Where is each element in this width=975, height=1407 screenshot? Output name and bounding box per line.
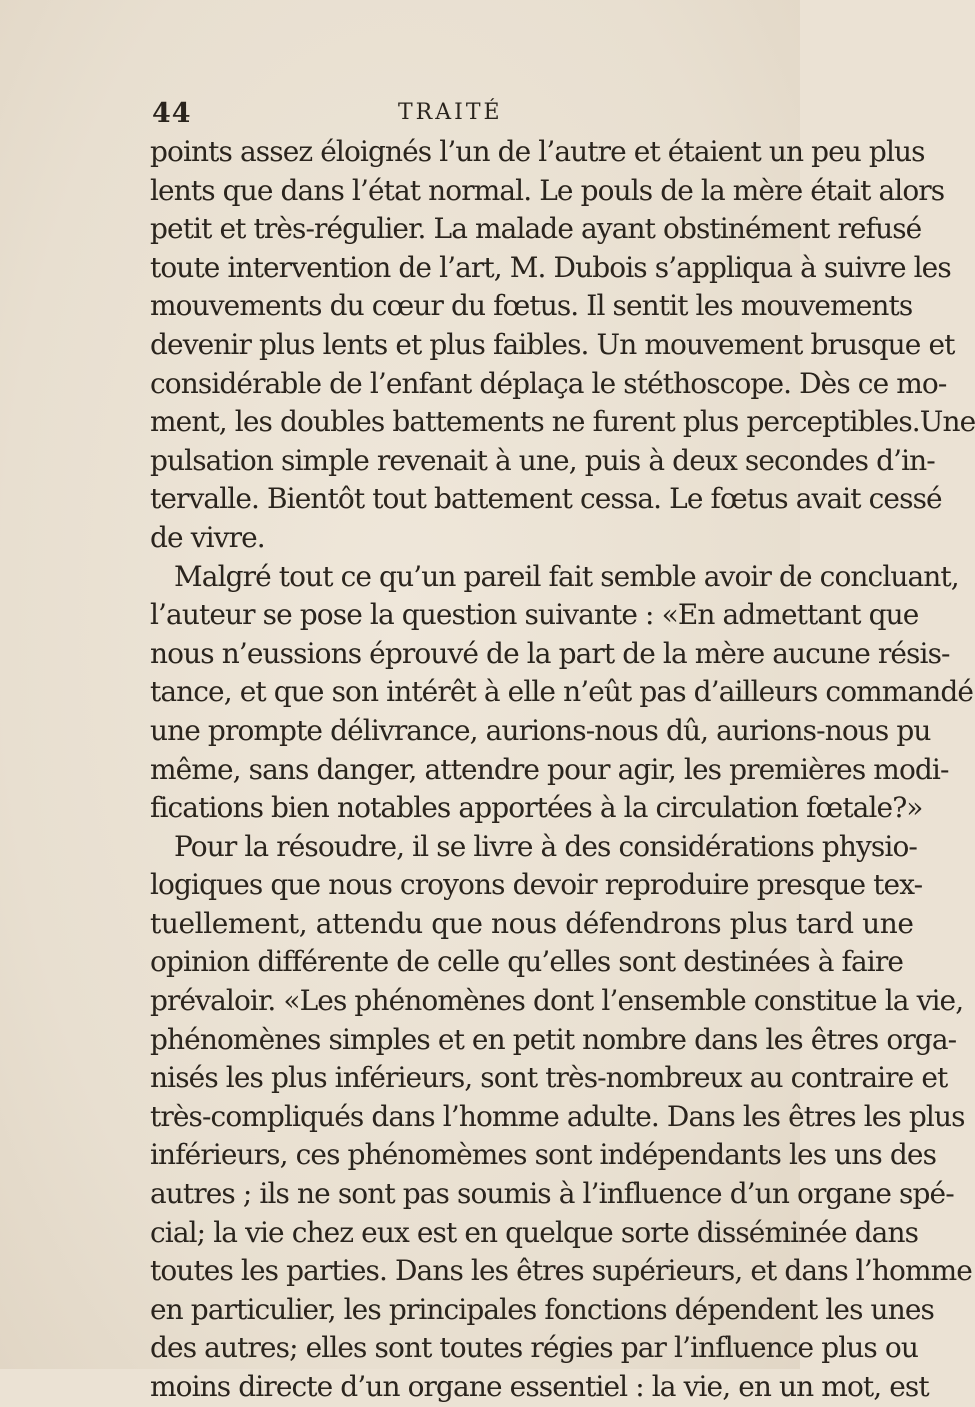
page-number: 44 [152, 98, 192, 129]
running-title: TRAITÉ [398, 100, 503, 125]
text-line: inférieurs, ces phénomèmes sont indépendants les uns des [150, 1138, 937, 1172]
text-line: toutes les parties. Dans les êtres supérieurs, et dans l’homme [150, 1254, 972, 1288]
text-line: ment, les doubles battements ne furent plus perceptibles.Une [150, 405, 975, 439]
text-line: mouvements du cœur du fœtus. Il sentit les mouvements [150, 289, 913, 323]
text-line: de vivre. [150, 520, 265, 554]
text-line: devenir plus lents et plus faibles. Un mouvement brusque et [150, 327, 955, 361]
text-line: cial; la vie chez eux est en quelque sorte disséminée dans [150, 1215, 919, 1249]
text-line: logiques que nous croyons devoir reproduire presque tex- [150, 868, 923, 902]
text-line: phénomènes simples et en petit nombre dans les êtres orga- [150, 1022, 957, 1056]
text-line: l’auteur se pose la question suivante : «En admettant que [150, 598, 919, 632]
text-line: en particulier, les principales fonctions dépendent les unes [150, 1292, 934, 1326]
text-line: toute intervention de l’art, M. Dubois s’appliqua à suivre les [150, 250, 951, 284]
text-line: des autres; elles sont toutes régies par l’influence plus ou [150, 1331, 918, 1365]
body-text [150, 133, 975, 1407]
text-line: prévaloir. «Les phénomènes dont l’ensemble constitue la vie, [150, 984, 964, 1018]
text-line: lents que dans l’état normal. Le pouls de la mère était alors [150, 173, 945, 207]
text-line: très-compliqués dans l’homme adulte. Dans les êtres les plus [150, 1099, 965, 1133]
text-line: moins directe d’un organe essentiel : la vie, en un mot, est [150, 1370, 929, 1403]
text-line: une prompte délivrance, aurions-nous dû, aurions-nous pu [150, 713, 931, 747]
text-line: considérable de l’enfant déplaça le stéthoscope. Dès ce mo- [150, 366, 947, 400]
text-line: tance, et que son intérêt à elle n’eût pas d’ailleurs commandé [150, 675, 974, 709]
text-line: tuellement, attendu que nous défendrons plus tard une [150, 906, 914, 940]
text-line: nous n’eussions éprouvé de la part de la mère aucune résis- [150, 636, 950, 670]
text-line: Pour la résoudre, il se livre à des considérations physio- [174, 829, 917, 863]
text-line: fications bien notables apportées à la circulation fœtale?» [150, 791, 923, 825]
text-line: pulsation simple revenait à une, puis à deux secondes d’in- [150, 443, 935, 477]
running-head [152, 98, 752, 132]
text-line: nisés les plus inférieurs, sont très-nombreux au contraire et [150, 1061, 948, 1095]
text-line: opinion différente de celle qu’elles sont destinées à faire [150, 945, 903, 979]
text-line: points assez éloignés l’un de l’autre et étaient un peu plus [150, 135, 925, 168]
text-line: même, sans danger, attendre pour agir, les premières modi- [150, 752, 949, 786]
text-line: autres ; ils ne sont pas soumis à l’influence d’un organe spé- [150, 1177, 954, 1211]
text-line: tervalle. Bientôt tout battement cessa. Le fœtus avait cessé [150, 482, 942, 516]
text-line: petit et très-régulier. La malade ayant obstinément refusé [150, 212, 922, 246]
text-line: Malgré tout ce qu’un pareil fait semble avoir de concluant, [174, 559, 959, 593]
